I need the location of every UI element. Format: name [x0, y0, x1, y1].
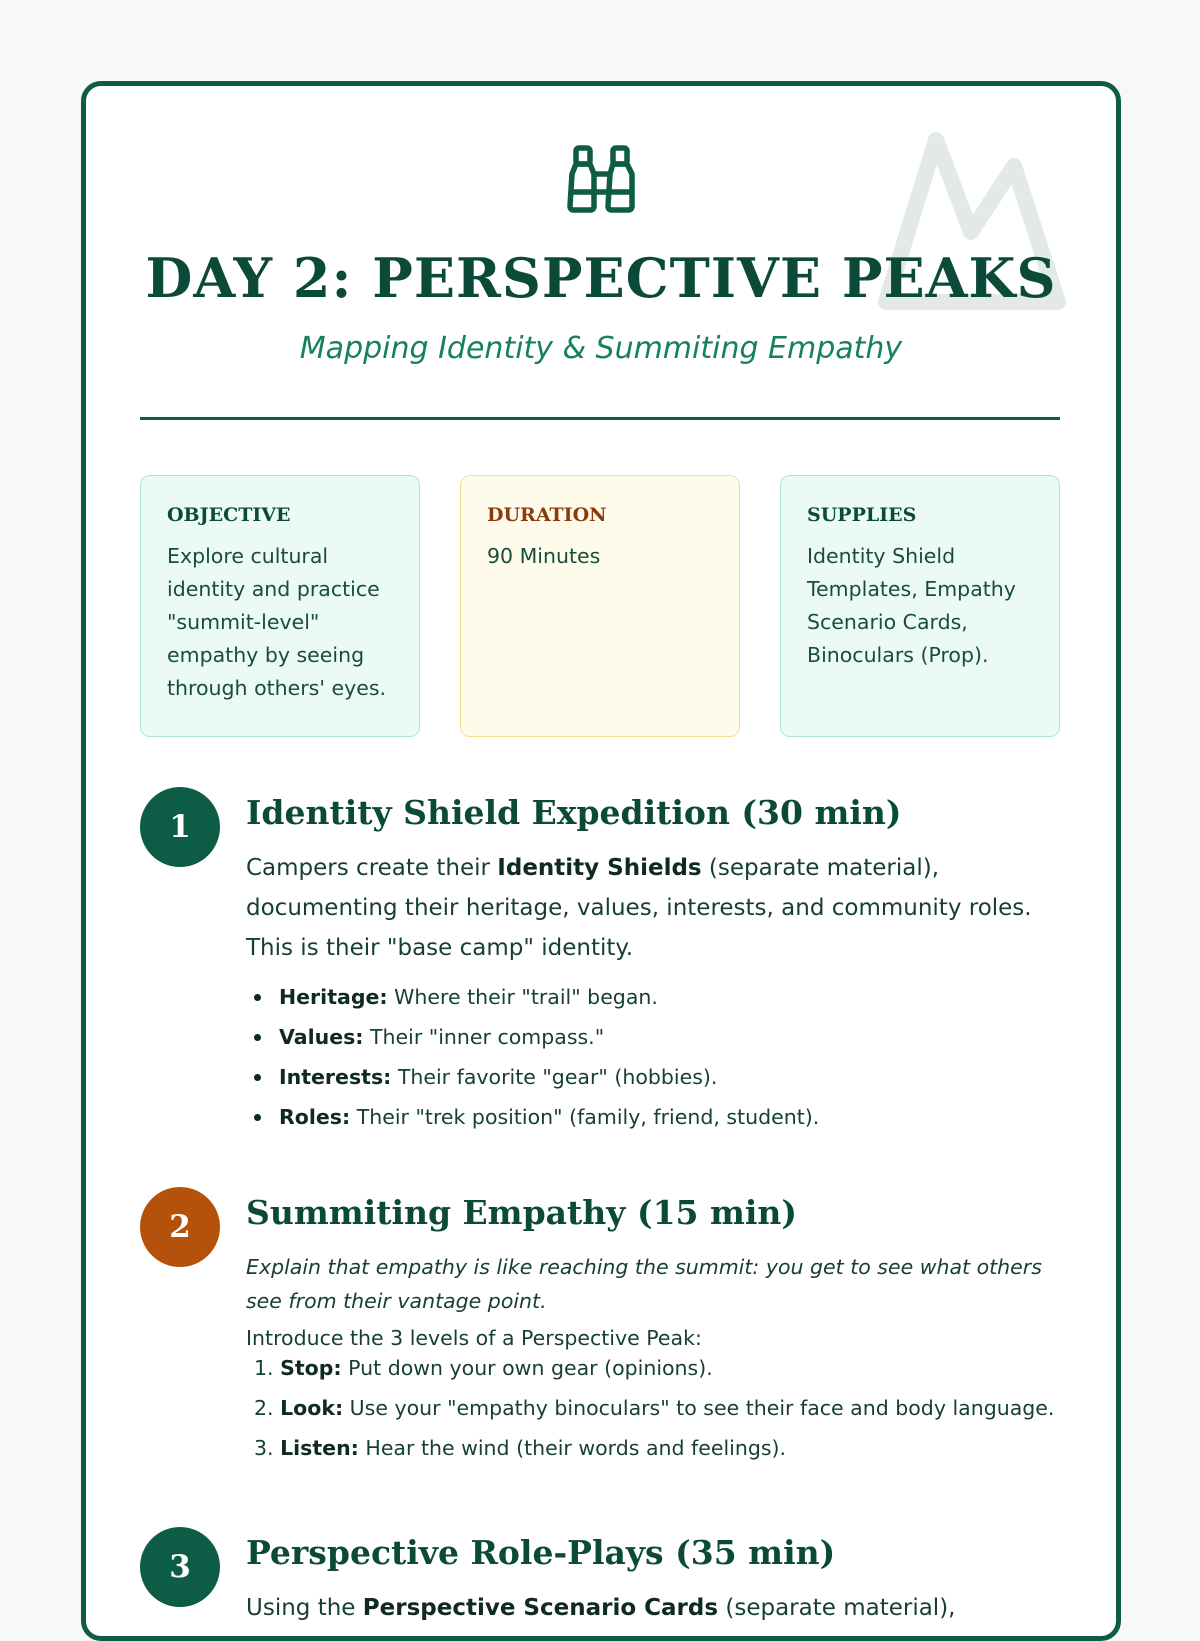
list-item: 1. Stop: Put down your own gear (opinions). — [254, 1356, 713, 1380]
duration-label: DURATION — [487, 504, 607, 526]
step-2-title: Summiting Empathy (15 min) — [246, 1193, 798, 1232]
duration-text: 90 Minutes — [487, 544, 601, 568]
objective-card — [140, 475, 420, 737]
step-3-title: Perspective Role-Plays (35 min) — [246, 1533, 836, 1572]
identity-shields-term: Identity Shields — [497, 855, 702, 881]
step-1-title: Identity Shield Expedition (30 min) — [246, 793, 902, 832]
list-item: Values: Their "inner compass." — [246, 1017, 1066, 1057]
step-3-badge: 3 — [140, 1527, 220, 1607]
list-item: Roles: Their "trek position" (family, friend, student). — [246, 1097, 1066, 1137]
step-2-intro: Introduce the 3 levels of a Perspective Peak: — [246, 1326, 702, 1350]
page-title: DAY 2: PERSPECTIVE PEAKS — [145, 246, 1057, 310]
scenario-cards-term: Perspective Scenario Cards — [362, 1595, 719, 1621]
step-1-list — [246, 977, 1066, 1137]
step-2-list — [246, 1348, 1066, 1468]
lesson-card — [81, 81, 1121, 1641]
objective-text: Explore cultural identity and practice "summit-level" empathy by seeing through others' eyes. — [167, 544, 387, 700]
supplies-text: Identity Shield Templates, Empathy Scenario Cards, Binoculars (Prop). — [807, 544, 1016, 667]
title-divider — [140, 417, 1060, 420]
duration-card — [460, 475, 740, 737]
supplies-card — [780, 475, 1060, 737]
list-item: Heritage: Where their "trail" began. — [246, 977, 1066, 1017]
supplies-label: SUPPLIES — [807, 504, 917, 526]
list-item: 3. Listen: Hear the wind (their words and feelings). — [254, 1436, 787, 1460]
binoculars-icon — [564, 144, 640, 216]
step-2-badge: 2 — [140, 1187, 220, 1267]
page-subtitle: Mapping Identity & Summiting Empathy — [299, 331, 903, 366]
step-2-note: Explain that empathy is like reaching the summit: you get to see what others see from their vantage point. — [246, 1255, 1042, 1313]
list-item: Interests: Their favorite "gear" (hobbies). — [246, 1057, 1066, 1097]
step-3-description: Using the Perspective Scenario Cards (separate material), — [246, 1595, 956, 1621]
objective-label: OBJECTIVE — [167, 504, 291, 526]
step-1-description: Campers create their Identity Shields (separate material), documenting their heritage, values, interests, and community roles. This is their "base camp" identity. — [246, 855, 1032, 961]
list-item: 2. Look: Use your "empathy binoculars" to see their face and body language. — [254, 1396, 1055, 1420]
step-1-badge: 1 — [140, 787, 220, 867]
